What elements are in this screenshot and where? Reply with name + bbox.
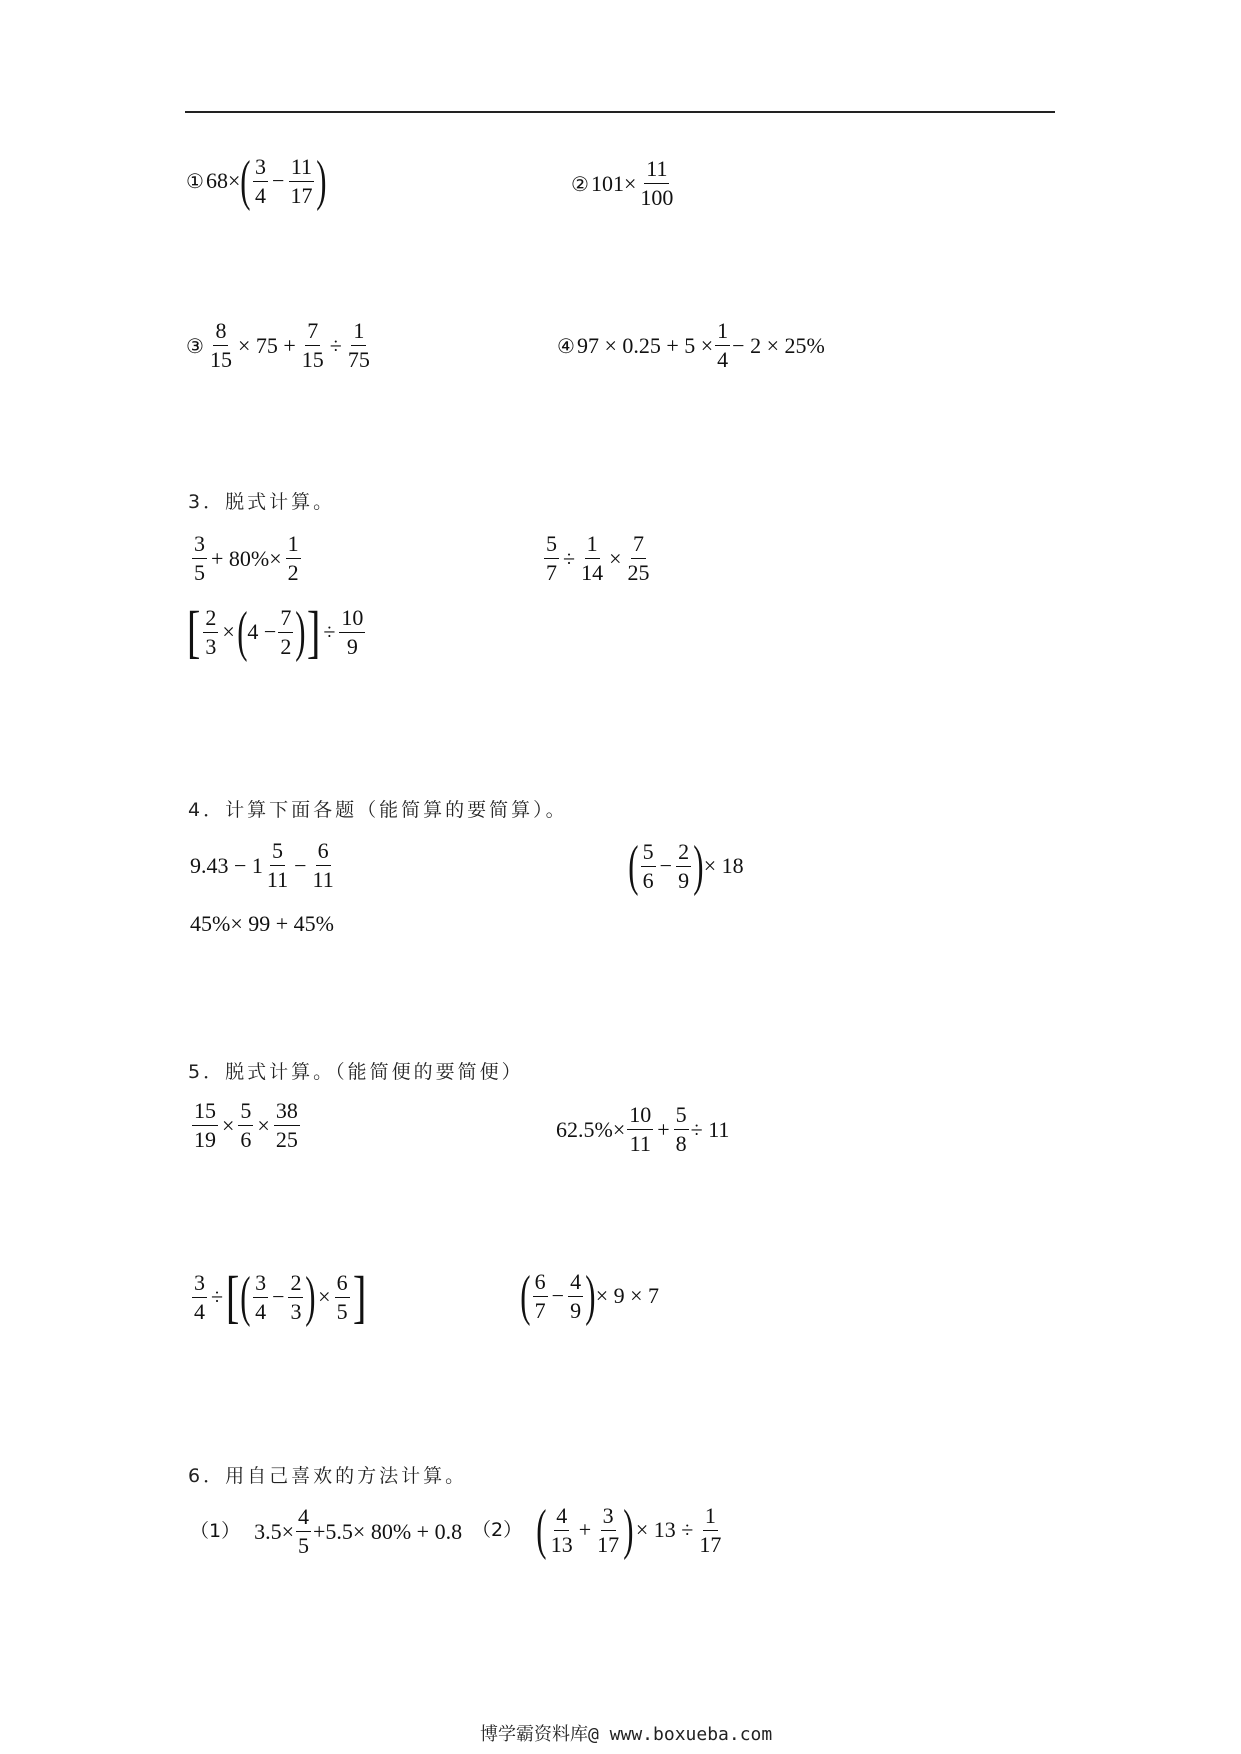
s5-expression-1 (190, 1100, 302, 1151)
fraction (296, 1506, 311, 1557)
operator: × 13 ÷ (635, 1517, 694, 1542)
denominator: 17 (699, 1531, 722, 1557)
fraction (253, 153, 268, 208)
numerator: 8 (213, 320, 228, 346)
numerator: 6 (335, 1272, 350, 1298)
operator: × (609, 545, 622, 571)
denominator: 17 (597, 1531, 620, 1557)
denominator: 15 (301, 347, 324, 372)
denominator: 15 (209, 347, 232, 372)
operator: + (657, 1116, 670, 1142)
s4-expression-1 (190, 840, 338, 891)
circled-number: ① (186, 169, 204, 193)
numerator: 10 (627, 1104, 653, 1130)
numerator: 7 (631, 533, 646, 559)
denominator: 9 (678, 867, 690, 893)
fraction (203, 604, 218, 659)
expr-text: × 18 (703, 853, 744, 878)
item-label: （1） (190, 1520, 241, 1542)
numerator: 5 (674, 1104, 689, 1130)
denominator: 7 (546, 560, 557, 585)
expr-text: 45%× 99 + 45% (190, 911, 334, 936)
circled-number: ④ (557, 333, 575, 358)
expr-text: ÷ 11 (690, 1116, 730, 1142)
expr-text: − 2 × 25% (732, 332, 825, 358)
denominator: 2 (280, 633, 292, 659)
bracket: [ (225, 1264, 240, 1329)
fraction (208, 320, 234, 371)
fraction (626, 533, 652, 584)
expr-text: 4 − (247, 619, 277, 644)
fraction (674, 1104, 689, 1155)
fraction (286, 533, 301, 584)
operator: ÷ (323, 619, 336, 644)
fraction (288, 1269, 303, 1324)
denominator: 3 (205, 633, 217, 659)
expr-text: 101× (590, 170, 637, 196)
paren: ( (536, 1499, 547, 1561)
denominator: 14 (581, 560, 604, 585)
operator: ÷ (563, 545, 576, 571)
paren: ( (520, 1265, 531, 1327)
paren: ( (240, 150, 251, 212)
denominator: 25 (275, 1127, 298, 1152)
operator: + (578, 1517, 592, 1542)
s5-expression-3 (190, 1264, 367, 1329)
footer-watermark: 博学霸资料库@ www.boxueba.com (480, 1724, 773, 1745)
fraction (192, 533, 207, 584)
operator: − (272, 168, 285, 193)
fraction (595, 1502, 621, 1557)
operator: × (222, 1112, 235, 1138)
paren: ( (236, 601, 248, 663)
fraction (568, 1268, 583, 1323)
s4-expression-2 (628, 835, 744, 897)
expr-text: 3.5× (254, 1518, 295, 1544)
operator: × (318, 1284, 331, 1309)
denominator: 11 (266, 867, 289, 892)
circled-number: ③ (186, 333, 204, 358)
numerator: 7 (278, 607, 293, 633)
s6-expression-1 (190, 1506, 462, 1557)
circled-number: ② (571, 171, 589, 196)
expression-1 (186, 150, 327, 212)
fraction (346, 320, 372, 371)
denominator: 11 (629, 1131, 651, 1156)
operator: × 75 + (237, 332, 296, 358)
operator: × (257, 1112, 270, 1138)
denominator: 8 (675, 1131, 687, 1156)
numerator: 5 (544, 533, 559, 559)
numerator: 3 (253, 156, 268, 182)
expr-text: 9.43 − 1 (190, 852, 263, 878)
numerator: 3 (601, 1505, 616, 1531)
denominator: 5 (298, 1533, 310, 1558)
item-label: （2） (472, 1518, 523, 1541)
paren: ) (585, 1265, 596, 1327)
fraction (300, 320, 326, 371)
section-5-heading: 5．脱式计算。（能简便的要简便） (188, 1061, 524, 1083)
numerator: 2 (676, 841, 691, 867)
numerator: 1 (715, 320, 730, 346)
denominator: 6 (240, 1127, 252, 1152)
denominator: 11 (312, 867, 334, 892)
numerator: 3 (192, 533, 207, 559)
denominator: 4 (255, 1298, 267, 1324)
denominator: 6 (642, 867, 654, 893)
s4-expression-3 (190, 913, 334, 935)
denominator: 4 (255, 182, 267, 208)
section-3-heading: 3．脱式计算。 (188, 491, 336, 513)
denominator: 13 (550, 1531, 573, 1557)
numerator: 1 (585, 533, 600, 559)
s3-expression-3 (186, 599, 367, 664)
denominator: 5 (194, 560, 205, 585)
denominator: 5 (336, 1298, 348, 1324)
fraction (288, 153, 314, 208)
fraction (265, 840, 290, 891)
operator: ÷ (211, 1284, 224, 1309)
numerator: 4 (296, 1506, 311, 1532)
fraction (533, 1268, 548, 1323)
numerator: 6 (316, 840, 331, 866)
numerator: 10 (339, 607, 365, 633)
fraction (549, 1502, 575, 1557)
expression-3 (186, 320, 374, 371)
fraction (627, 1104, 653, 1155)
paren: ( (628, 835, 639, 897)
numerator: 5 (270, 840, 285, 866)
denominator: 100 (640, 185, 674, 210)
fraction (192, 1269, 207, 1324)
fraction (192, 1100, 218, 1151)
fraction (638, 158, 675, 209)
fraction (274, 1100, 300, 1151)
expr-text: 97 × 0.25 + 5 × (576, 332, 714, 358)
fraction (339, 604, 365, 659)
operator: + 80%× (211, 545, 282, 571)
denominator: 7 (534, 1297, 546, 1323)
numerator: 11 (289, 156, 314, 182)
numerator: 11 (644, 158, 669, 184)
expression-2 (571, 158, 677, 209)
expr-text: 62.5%× (556, 1116, 626, 1142)
denominator: 75 (347, 347, 370, 372)
operator: − (551, 1283, 565, 1308)
denominator: 9 (346, 633, 358, 659)
operator: − (659, 853, 673, 878)
denominator: 25 (627, 560, 650, 585)
denominator: 4 (194, 1298, 205, 1324)
s3-expression-2 (542, 533, 654, 584)
fraction (253, 1269, 268, 1324)
denominator: 3 (290, 1298, 302, 1324)
bracket: ] (306, 599, 321, 664)
fraction (715, 320, 730, 371)
expr-text: +5.5× 80% + 0.8 (313, 1518, 463, 1544)
paren: ) (295, 601, 306, 663)
fraction (697, 1502, 723, 1557)
numerator: 2 (203, 607, 218, 633)
numerator: 7 (305, 320, 320, 346)
numerator: 15 (192, 1100, 218, 1126)
top-rule (185, 111, 1055, 113)
operator: − (272, 1284, 285, 1309)
numerator: 1 (703, 1505, 718, 1531)
numerator: 6 (533, 1271, 548, 1297)
expr-text: × 9 × 7 (595, 1283, 660, 1308)
denominator: 17 (290, 182, 313, 208)
numerator: 5 (641, 841, 656, 867)
fraction (676, 838, 691, 893)
s3-expression-1 (190, 533, 303, 584)
numerator: 4 (568, 1271, 583, 1297)
numerator: 3 (192, 1272, 207, 1298)
paren: ) (693, 835, 704, 897)
operator: ÷ (329, 332, 342, 358)
bracket: ] (352, 1264, 366, 1329)
denominator: 9 (570, 1297, 582, 1323)
operator: − (294, 852, 307, 878)
operator: × (222, 619, 235, 644)
numerator: 4 (554, 1505, 569, 1531)
fraction (579, 533, 605, 584)
numerator: 2 (288, 1272, 303, 1298)
numerator: 1 (286, 533, 301, 559)
numerator: 38 (274, 1100, 300, 1126)
section-6-heading: 6．用自己喜欢的方法计算。 (188, 1465, 468, 1487)
fraction (278, 604, 293, 659)
fraction (238, 1100, 253, 1151)
paren: ( (240, 1266, 251, 1328)
denominator: 2 (287, 560, 299, 585)
denominator: 4 (717, 347, 729, 372)
expression-4 (557, 320, 825, 371)
expr-text: 68× (205, 168, 241, 193)
paren: ) (305, 1266, 316, 1328)
s5-expression-2 (556, 1104, 729, 1155)
fraction (335, 1269, 350, 1324)
numerator: 1 (351, 320, 366, 346)
paren: ) (623, 1499, 634, 1561)
numerator: 3 (253, 1272, 268, 1298)
bracket: [ (186, 599, 201, 664)
numerator: 5 (238, 1100, 253, 1126)
s5-expression-4 (520, 1265, 660, 1327)
fraction (311, 840, 336, 891)
fraction (641, 838, 656, 893)
paren: ) (316, 150, 327, 212)
s6-expression-2 (472, 1499, 725, 1561)
fraction (544, 533, 559, 584)
denominator: 19 (194, 1127, 216, 1152)
section-4-heading: 4．计算下面各题（能简算的要简算）。 (188, 799, 568, 821)
